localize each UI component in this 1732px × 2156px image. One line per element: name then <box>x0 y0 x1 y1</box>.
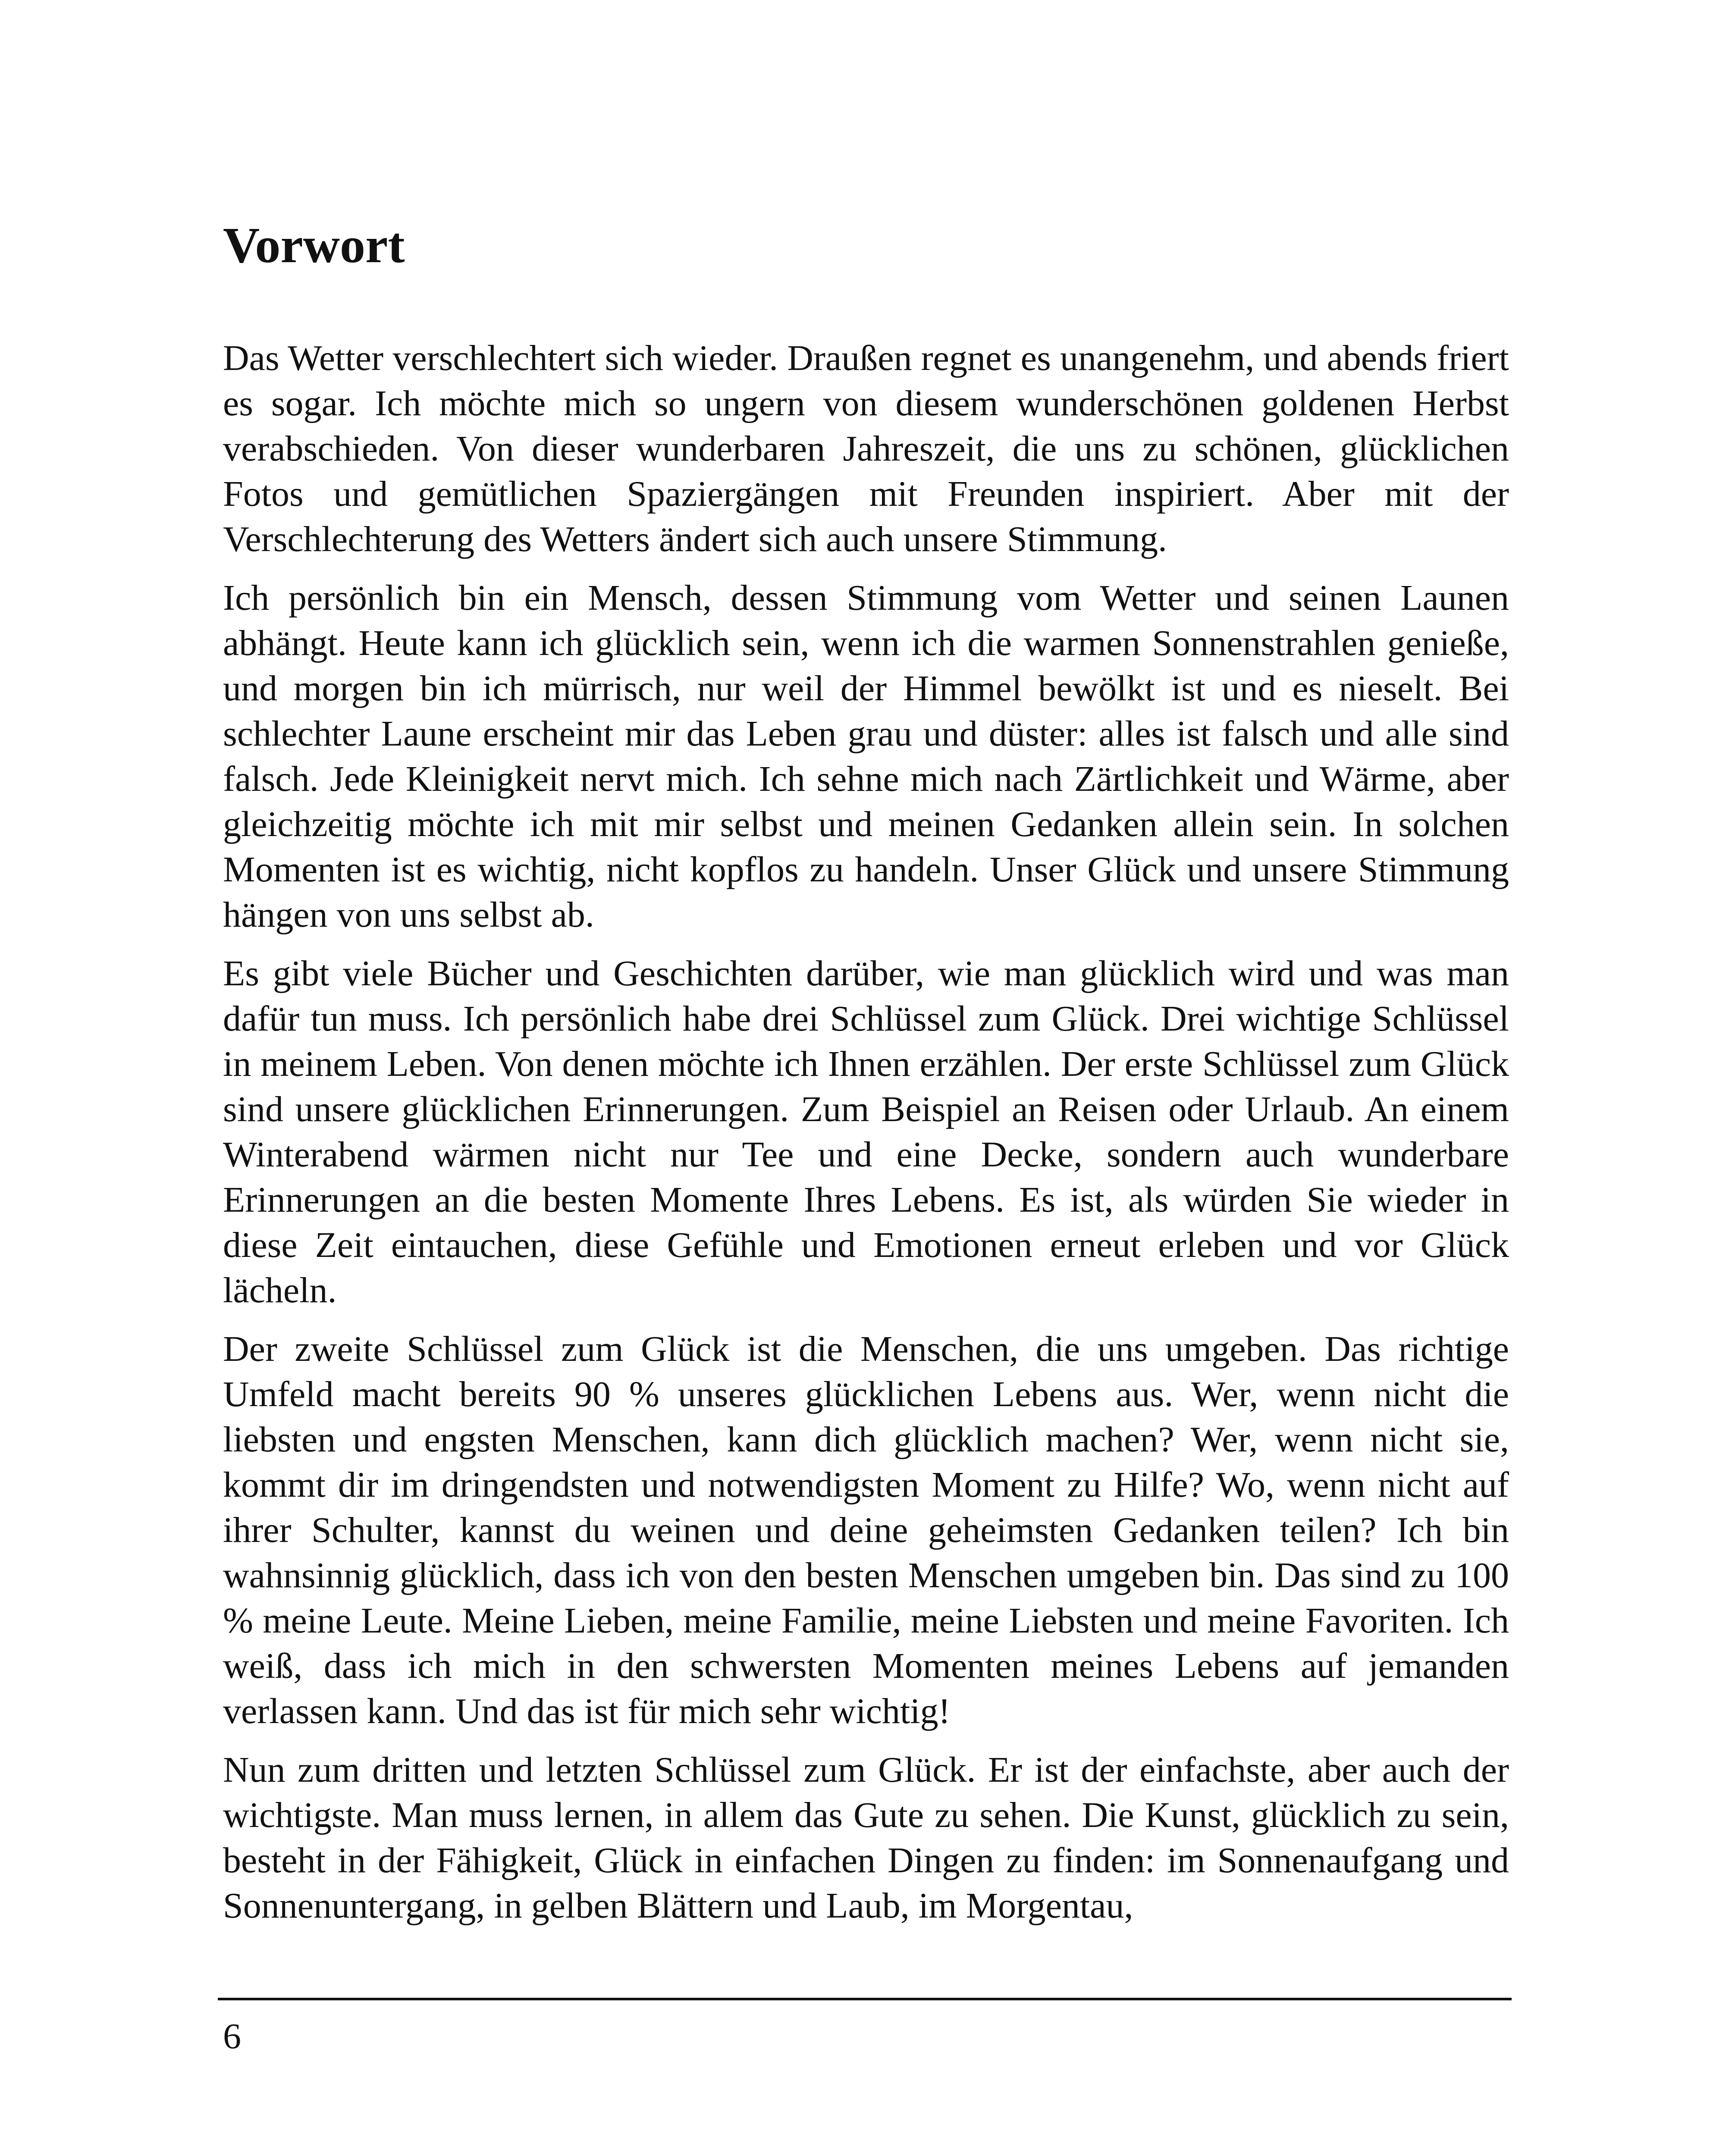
chapter-heading: Vorwort <box>223 217 405 273</box>
footer-divider <box>218 1998 1512 2000</box>
paragraph-1: Das Wetter verschlechtert sich wieder. Draußen regnet es unangenehm, und abends friert es sogar. Ich möchte mich so ungern von diesem wunderschönen goldenen Herbst verabschieden. Von dieser wunderbaren Jahreszeit, die uns zu schönen, glücklichen Fotos und gemütlichen Spaziergängen mit Freunden inspiriert. Aber mit der Verschlechterung des Wetters ändert sich auch unsere Stimmung. <box>223 338 1509 559</box>
page-number: 6 <box>223 2016 241 2056</box>
paragraph-4: Der zweite Schlüssel zum Glück ist die Menschen, die uns umgeben. Das richtige Umfeld macht bereits 90 % unseres glücklichen Lebens aus. Wer, wenn nicht die liebsten und engsten Menschen, kann dich glücklich machen? Wer, wenn nicht sie, kommt dir im dringendsten und notwendigsten Moment zu Hilfe? Wo, wenn nicht auf ihrer Schulter, kannst du weinen und deine geheimsten Gedanken teilen? Ich bin wahnsinnig glücklich, dass ich von den besten Menschen umgeben bin. Das sind zu 100 % meine Leute. Meine Lieben, meine Familie, meine Liebsten und meine Favoriten. Ich weiß, dass ich mich in den schwersten Momenten meines Lebens auf jemanden verlassen kann. Und das ist für mich sehr wichtig! <box>223 1329 1509 1731</box>
paragraph-2: Ich persönlich bin ein Mensch, dessen Stimmung vom Wetter und seinen Launen abhängt. Heute kann ich glücklich sein, wenn ich die warmen Sonnenstrahlen genieße, und morgen bin ich mürrisch, nur weil der Himmel bewölkt ist und es nieselt. Bei schlechter Laune erscheint mir das Leben grau und düster: alles ist falsch und alle sind falsch. Jede Kleinigkeit nervt mich. Ich sehne mich nach Zärtlichkeit und Wärme, aber gleichzeitig möchte ich mit mir selbst und meinen Gedanken allein sein. In solchen Momenten ist es wichtig, nicht kopflos zu handeln. Unser Glück und unsere Stimmung hängen von uns selbst ab. <box>223 578 1509 935</box>
paragraph-3: Es gibt viele Bücher und Geschichten darüber, wie man glücklich wird und was man dafür tun muss. Ich persönlich habe drei Schlüssel zum Glück. Drei wichtige Schlüssel in meinem Leben. Von denen möchte ich Ihnen erzählen. Der erste Schlüssel zum Glück sind unsere glücklichen Erinnerungen. Zum Beispiel an Reisen oder Urlaub. An einem Winterabend wärmen nicht nur Tee und eine Decke, sondern auch wunderbare Erinnerungen an die besten Momente Ihres Lebens. Es ist, als würden Sie wieder in diese Zeit eintauchen, diese Gefühle und Emotionen erneut erleben und vor Glück lächeln. <box>223 953 1509 1310</box>
paragraph-5: Nun zum dritten und letzten Schlüssel zum Glück. Er ist der einfachste, aber auch der wichtigste. Man muss lernen, in allem das Gute zu sehen. Die Kunst, glücklich zu sein, besteht in der Fähigkeit, Glück in einfachen Dingen zu finden: im Sonnenaufgang und Sonnenuntergang, in gelben Blättern und Laub, im Morgentau, <box>223 1750 1509 1926</box>
body-text <box>223 335 1509 1942</box>
